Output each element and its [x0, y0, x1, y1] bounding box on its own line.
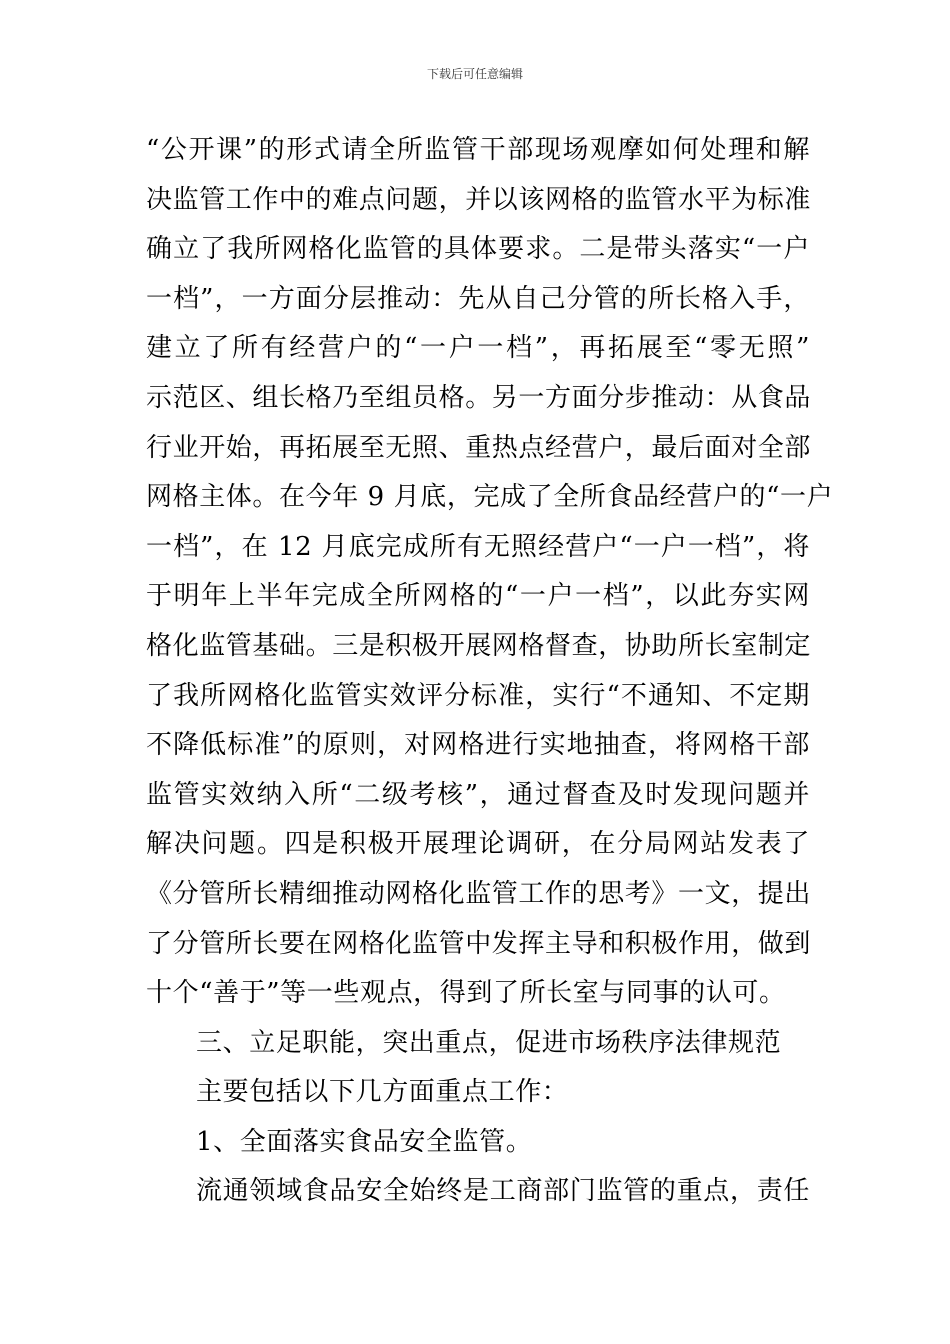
text-line: 了分管所长要在网格化监管中发挥主导和积极作用，做到 — [146, 928, 812, 959]
section-heading: 三、立足职能，突出重点，促进市场秩序法律规范 — [196, 1027, 782, 1058]
text-line: 十个“善于”等一些观点，得到了所长室与同事的认可。 — [146, 978, 786, 1009]
text-line: 不降低标准”的原则，对网格进行实地抽查，将网格干部 — [146, 730, 810, 761]
text-line: 建立了所有经营户的“一户一档”，再拓展至“零无照” — [146, 333, 810, 364]
subsection-heading: 1、全面落实食品安全监管。 — [196, 1126, 533, 1157]
text-line: 决监管工作中的难点问题，并以该网格的监管水平为标准 — [146, 184, 812, 215]
text-line: “公开课”的形式请全所监管干部现场观摩如何处理和解 — [146, 135, 810, 165]
page-header: 下载后可任意编辑 — [426, 67, 523, 81]
document-body — [146, 126, 834, 1217]
text-line: 格化监管基础。三是积极开展网格督查，协助所长室制定 — [146, 630, 812, 661]
text-line: 示范区、组长格乃至组员格。另一方面分步推动：从食品 — [146, 382, 812, 413]
text-line: 了我所网格化监管实效评分标准，实行“不通知、不定期 — [146, 680, 810, 711]
text-line: 确立了我所网格化监管的具体要求。二是带头落实“一户 — [146, 234, 810, 265]
text-line: 解决问题。四是积极开展理论调研，在分局网站发表了 — [146, 829, 810, 860]
text-line: 《分管所长精细推动网格化监管工作的思考》一文，提出 — [146, 878, 812, 909]
text-line: 监管实效纳入所“二级考核”，通过督查及时发现问题并 — [146, 779, 810, 810]
text-line: 网格主体。在今年 9 月底，完成了全所食品经营户的“一户 — [146, 482, 834, 513]
text-line: 行业开始，再拓展至无照、重热点经营户，最后面对全部 — [146, 432, 812, 463]
paragraph-line: 流通领域食品安全始终是工商部门监管的重点，责任 — [196, 1176, 810, 1207]
text-line: 一档”，在 12 月底完成所有无照经营户“一户一档”，将 — [146, 531, 810, 562]
paragraph-line: 主要包括以下几方面重点工作： — [196, 1077, 569, 1108]
text-line: 于明年上半年完成全所网格的“一户一档”，以此夯实网 — [146, 581, 810, 612]
text-line: 一档”，一方面分层推动：先从自己分管的所长格入手， — [146, 283, 810, 314]
